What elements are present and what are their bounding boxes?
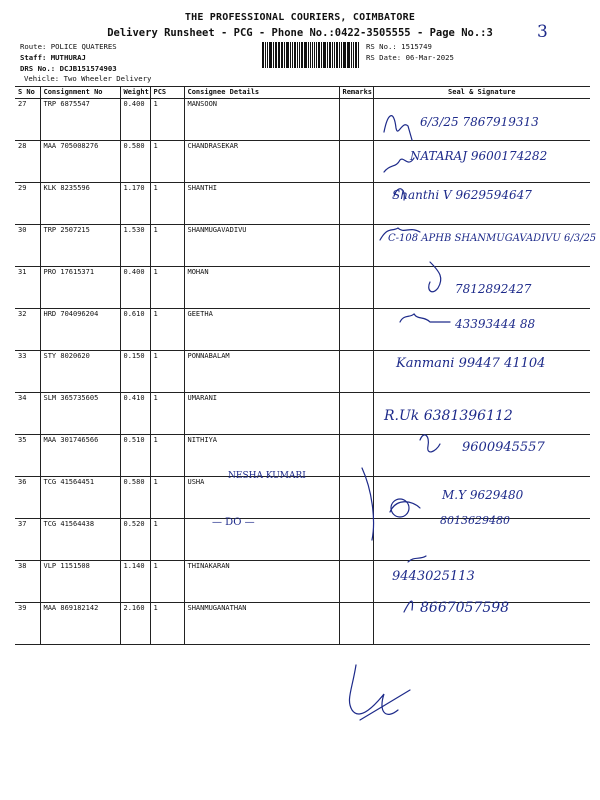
cell-consignee: MANSOON [184, 99, 339, 141]
cell-sno: 34 [15, 393, 40, 435]
handwriting-row-30: C-108 APHB SHANMUGAVADIVU 6/3/25 [388, 233, 597, 244]
cell-sno: 29 [15, 183, 40, 225]
signature-row-36 [390, 502, 420, 512]
col-header-remarks: Remarks [339, 87, 373, 99]
signature-row-35 [420, 435, 440, 452]
handwriting-row-36: M.Y 9629480 [442, 488, 524, 502]
cell-pcs: 1 [150, 561, 184, 603]
cell-consignee: SHANMUGAVADIVU [184, 225, 339, 267]
cell-sno: 33 [15, 351, 40, 393]
cell-consignment: MAA 705008276 [40, 141, 120, 183]
cell-weight: 0.510 [120, 435, 150, 477]
cell-consignment: TRP 6875547 [40, 99, 120, 141]
cell-consignment: PRO 17615371 [40, 267, 120, 309]
signature-row-38 [408, 556, 426, 562]
cell-consignment: TCG 41564438 [40, 519, 120, 561]
col-header-sno: S No [15, 87, 40, 99]
signature-row-27 [384, 116, 412, 140]
cell-sno: 32 [15, 309, 40, 351]
rs-date-line: RS Date: 06-Mar-2025 [366, 53, 454, 62]
consignee-note-row-37: — DO — [212, 517, 255, 528]
handwriting-row-39: 8667057598 [420, 600, 510, 616]
cell-weight: 0.610 [120, 309, 150, 351]
handwriting-row-32: 43393444 88 [455, 317, 536, 331]
bottom-signature-stroke [360, 690, 410, 720]
handwriting-row-35: 9600945557 [462, 440, 545, 455]
cell-sno: 35 [15, 435, 40, 477]
cell-weight: 1.530 [120, 225, 150, 267]
cell-consignment: HRD 704096204 [40, 309, 120, 351]
cell-pcs: 1 [150, 225, 184, 267]
cell-consignment: SLM 365735605 [40, 393, 120, 435]
staff-value: MUTHURAJ [50, 53, 86, 62]
cell-consignee: SHANMUGANATHAN [184, 603, 339, 645]
cell-pcs: 1 [150, 435, 184, 477]
bottom-signature [349, 665, 398, 714]
cell-weight: 0.150 [120, 351, 150, 393]
handwriting-row-34: R.Uk 6381396112 [384, 408, 513, 424]
cell-pcs: 1 [150, 99, 184, 141]
handwriting-row-33: Kanmani 99447 41104 [396, 356, 546, 371]
bracket-rows-36-37 [362, 468, 374, 540]
drs-line: DRS No.: DCJB151574903 [20, 64, 117, 73]
cell-sno: 31 [15, 267, 40, 309]
cell-consignment: KLK 8235596 [40, 183, 120, 225]
cell-weight: 1.140 [120, 561, 150, 603]
rs-no-value: 1515749 [401, 42, 432, 51]
cell-consignee: UMARANI [184, 393, 339, 435]
handwriting-row-28: NATARAJ 9600174282 [410, 149, 548, 163]
cell-pcs: 1 [150, 351, 184, 393]
signature-row-29 [394, 189, 404, 200]
cell-consignee: SHANTHI [184, 183, 339, 225]
col-header-weight: Weight [120, 87, 150, 99]
handwriting-row-27: 6/3/25 7867919313 [420, 115, 539, 129]
staff-line: Staff: MUTHURAJ [20, 53, 86, 62]
vehicle-value: Two Wheeler Delivery [63, 74, 152, 83]
handwritten-page-mark: 3 [537, 22, 548, 42]
runsheet-title: Delivery Runsheet - PCG - Phone No.:0422-3505555 - Page No.:3 [107, 27, 493, 39]
signature-row-30 [380, 228, 420, 240]
signature-row-28 [384, 158, 414, 172]
cell-weight: 0.410 [120, 393, 150, 435]
cell-weight: 0.580 [120, 477, 150, 519]
handwriting-row-31: 7812892427 [455, 282, 532, 296]
handwriting-row-37: 8013629480 [440, 514, 510, 527]
cell-consignee: PONNABALAM [184, 351, 339, 393]
cell-weight: 0.520 [120, 519, 150, 561]
cell-weight: 0.400 [120, 267, 150, 309]
cell-sno: 28 [15, 141, 40, 183]
handwriting-row-38: 9443025113 [392, 569, 475, 584]
handwriting-row-29: Shanthi V 9629594647 [392, 188, 532, 202]
cell-consignee: MOHAN [184, 267, 339, 309]
rs-no-line: RS No.: 1515749 [366, 42, 432, 51]
signature-row-39 [404, 601, 413, 612]
col-header-consignee: Consignee Details [184, 87, 339, 99]
company-title: THE PROFESSIONAL COURIERS, COIMBATORE [184, 12, 416, 23]
cell-consignee: THINAKARAN [184, 561, 339, 603]
cell-consignee: NITHIYA [184, 435, 339, 477]
cell-consignment: VLP 1151508 [40, 561, 120, 603]
cell-consignee: CHANDRASEKAR [184, 141, 339, 183]
cell-sno: 27 [15, 99, 40, 141]
signature-row-31 [429, 262, 441, 292]
consignee-note-row-36: NESHA KUMARI [228, 471, 306, 481]
cell-pcs: 1 [150, 183, 184, 225]
cell-pcs: 1 [150, 393, 184, 435]
cell-pcs: 1 [150, 519, 184, 561]
col-header-consignment: Consignment No [40, 87, 120, 99]
cell-consignment: TRP 2507215 [40, 225, 120, 267]
cell-consignment: MAA 869182142 [40, 603, 120, 645]
cell-weight: 0.400 [120, 99, 150, 141]
cell-consignee: GEETHA [184, 309, 339, 351]
cell-consignment: TCG 41564451 [40, 477, 120, 519]
cell-sno: 30 [15, 225, 40, 267]
drs-value: DCJB151574903 [59, 64, 117, 73]
col-header-signature: Seal & Signature [373, 87, 590, 99]
cell-weight: 2.160 [120, 603, 150, 645]
cell-pcs: 1 [150, 477, 184, 519]
cell-sno: 39 [15, 603, 40, 645]
cell-consignment: MAA 301746566 [40, 435, 120, 477]
cell-pcs: 1 [150, 309, 184, 351]
cell-sno: 36 [15, 477, 40, 519]
col-header-pcs: PCS [150, 87, 184, 99]
cell-pcs: 1 [150, 141, 184, 183]
cell-consignment: STY 8020620 [40, 351, 120, 393]
cell-pcs: 1 [150, 267, 184, 309]
rs-date-value: 06-Mar-2025 [405, 53, 454, 62]
cell-sno: 38 [15, 561, 40, 603]
cell-weight: 0.580 [120, 141, 150, 183]
vehicle-line: Vehicle: Two Wheeler Delivery [24, 74, 152, 83]
signature-row-32 [400, 314, 450, 322]
cell-consignee: USHA [184, 477, 339, 519]
route-line: Route: POLICE QUATERES [20, 42, 117, 51]
cell-pcs: 1 [150, 603, 184, 645]
cell-weight: 1.170 [120, 183, 150, 225]
route-value: POLICE QUATERES [50, 42, 117, 51]
cell-sno: 37 [15, 519, 40, 561]
